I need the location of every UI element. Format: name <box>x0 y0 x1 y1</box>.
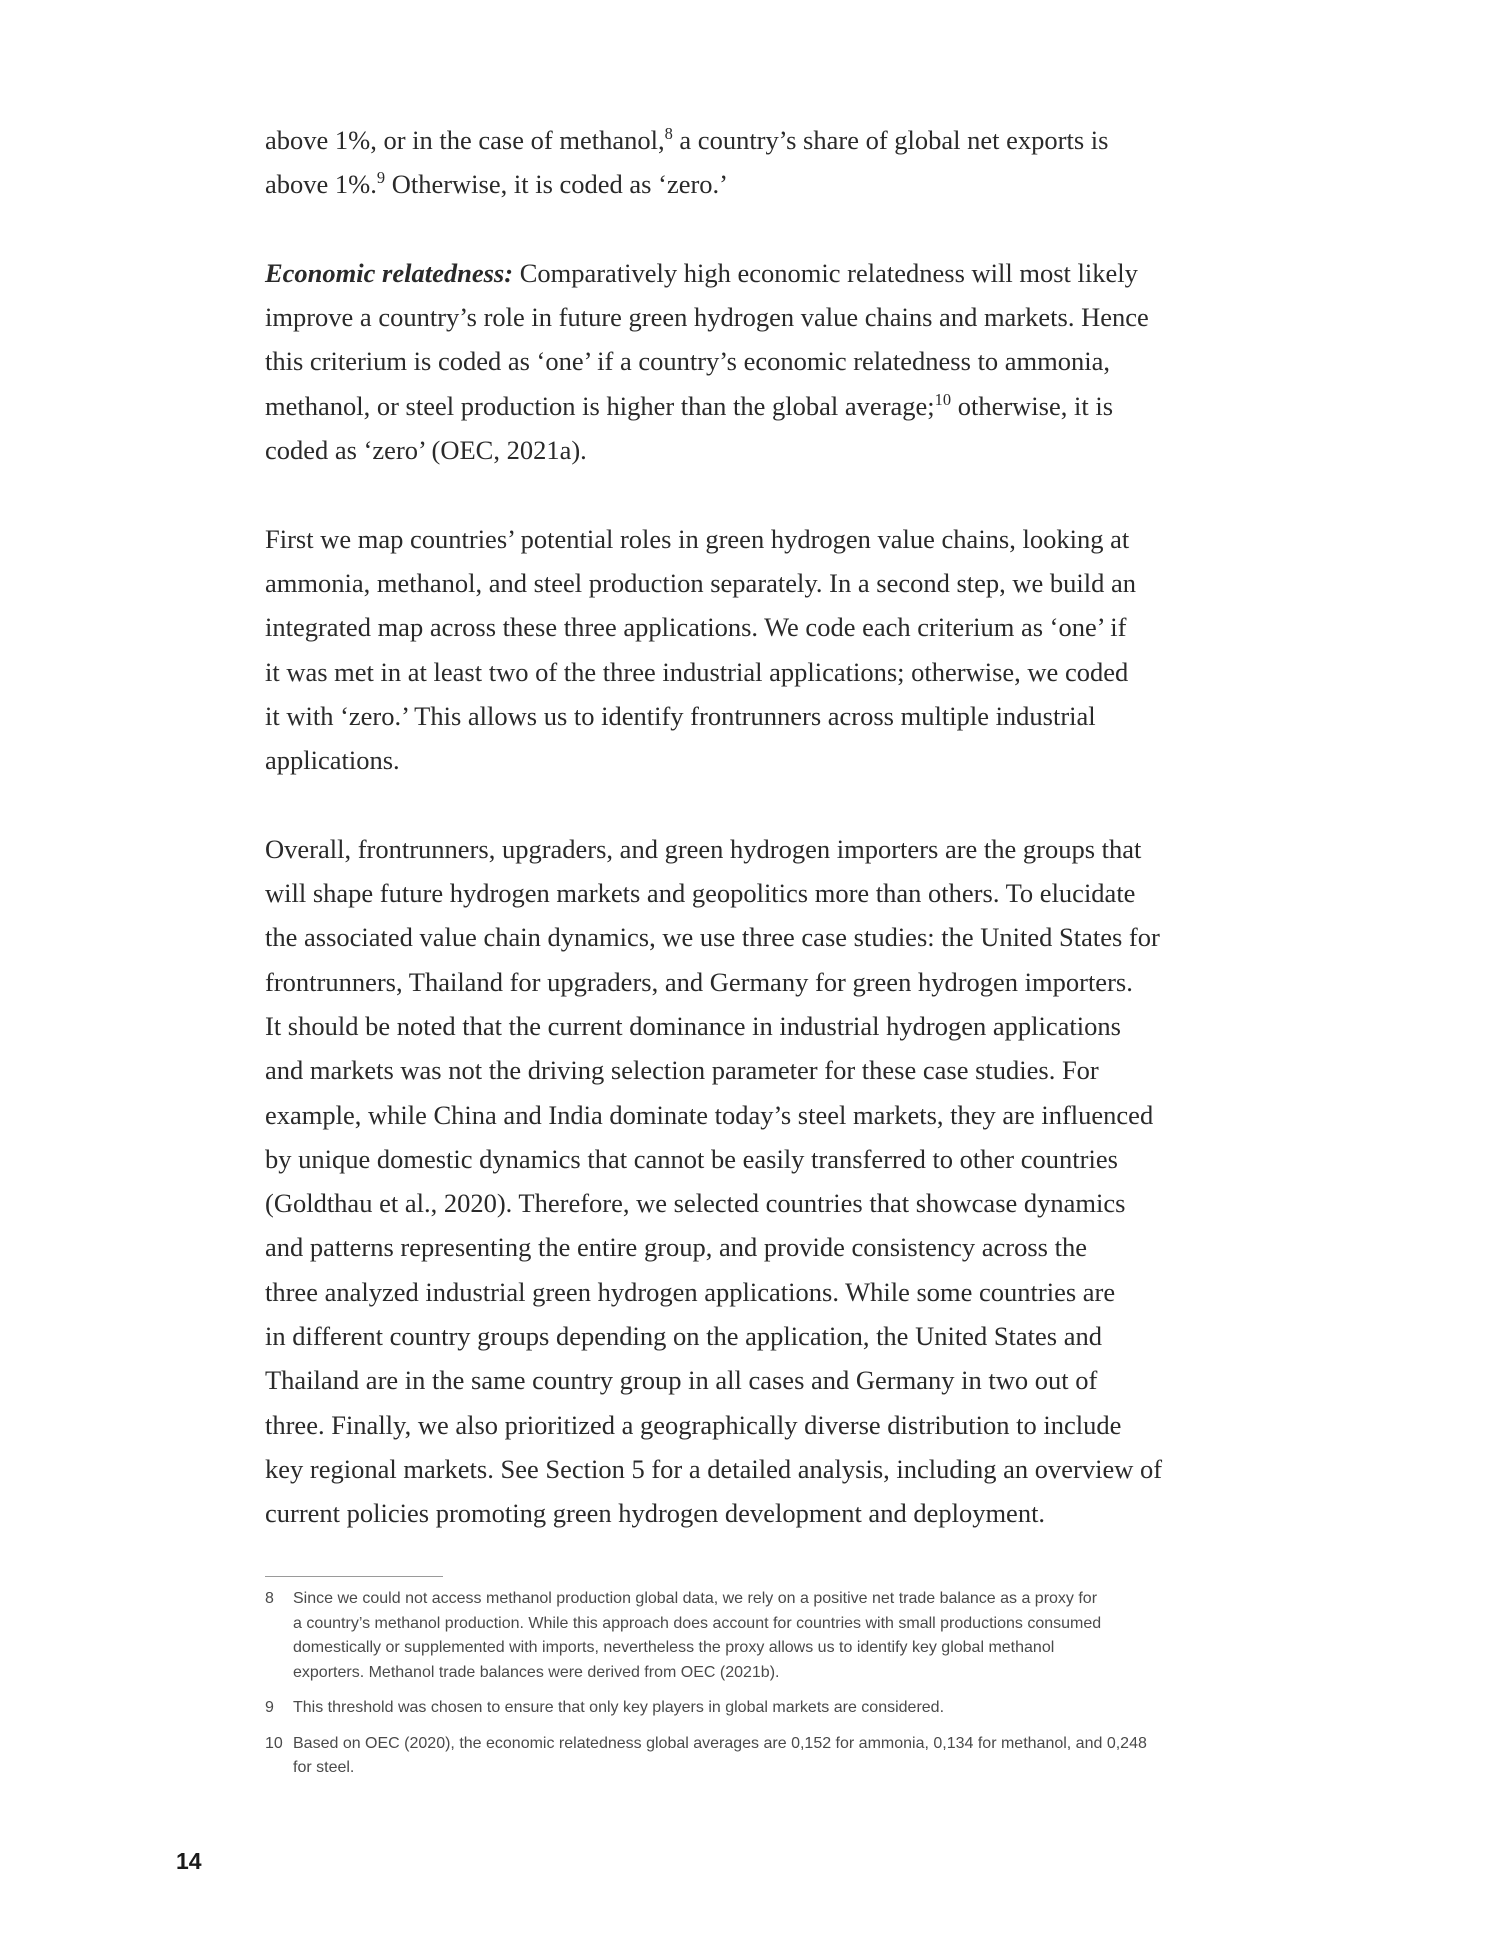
footnote-line: Based on OEC (2020), the economic relatedness global averages are 0,152 for ammonia, 0,134 for methanol, and 0,248 <box>293 1734 1147 1752</box>
page-number: 14 <box>176 1848 202 1874</box>
text-line: it with ‘zero.’ This allows us to identify frontrunners across multiple industrial <box>265 700 1096 731</box>
text-line: First we map countries’ potential roles in green hydrogen value chains, looking at <box>265 523 1130 554</box>
text-line: ammonia, methanol, and steel production separately. In a second step, we build an <box>265 567 1137 598</box>
text-line: It should be noted that the current dominance in industrial hydrogen applications <box>265 1010 1121 1041</box>
footnote-number: 8 <box>265 1590 274 1607</box>
paragraph-case-studies <box>265 827 1250 1536</box>
footnote-line: exporters. Methanol trade balances were derived from OEC (2021b). <box>293 1663 780 1681</box>
footnote-text <box>293 1732 1265 1781</box>
footnote-line: for steel. <box>293 1759 355 1776</box>
text-line: Overall, frontrunners, upgraders, and green hydrogen importers are the groups that <box>265 833 1142 864</box>
paragraph-economic-relatedness <box>265 251 1250 472</box>
text-line: three. Finally, we also prioritized a geographically diverse distribution to include <box>265 1409 1122 1440</box>
text-line: and patterns representing the entire group, and provide consistency across the <box>265 1232 1087 1263</box>
text-line: example, while China and India dominate today’s steel markets, they are influenced <box>265 1099 1154 1130</box>
footnote-ref-8[interactable]: 8 <box>664 123 673 143</box>
text-line: in different country groups depending on the application, the United States and <box>265 1321 1103 1352</box>
footnote-ref-9[interactable]: 9 <box>376 168 386 188</box>
text-line: the associated value chain dynamics, we use three case studies: the United States for <box>265 922 1160 953</box>
text-line: (Goldthau et al., 2020). Therefore, we selected countries that showcase dynamics <box>265 1188 1126 1219</box>
text-line: methanol, or steel production is higher than the global average;$^{10}$ otherwise, it is <box>265 389 1114 421</box>
footnote-line: Since we could not access methanol production global data, we rely on a positive net trade balance as a proxy for <box>293 1590 1098 1607</box>
footnote-line: domestically or supplemented with imports, nevertheless the proxy allows us to identify key global methanol <box>293 1639 1055 1656</box>
footnote-9 <box>265 1696 1265 1721</box>
text-line: will shape future hydrogen markets and geopolitics more than others. To elucidate <box>265 878 1136 909</box>
footnote-text <box>293 1696 1265 1721</box>
text-line: above 1%.$^9$ Otherwise, it is coded as ‘zero.’ <box>265 168 728 200</box>
footnote-line: a country’s methanol production. While this approach does account for countries with small productions consumed <box>293 1614 1102 1632</box>
footnotes <box>265 1587 1265 1792</box>
footnote-number: 10 <box>265 1734 283 1752</box>
text-line: three analyzed industrial green hydrogen applications. While some countries are <box>265 1276 1116 1307</box>
text-line: and markets was not the driving selection parameter for these case studies. For <box>265 1055 1099 1086</box>
body-text <box>265 118 1250 1536</box>
text-line: coded as ‘zero’ (OEC, 2021a). <box>265 435 587 466</box>
text-line: by unique domestic dynamics that cannot be easily transferred to other countries <box>265 1143 1118 1174</box>
text-line: integrated map across these three applications. We code each criterium as ‘one’ if <box>265 612 1127 643</box>
footnote-ref-10[interactable]: 10 <box>934 389 952 409</box>
text-line: it was met in at least two of the three industrial applications; otherwise, we coded <box>265 656 1129 687</box>
paragraph-mapping-method <box>265 517 1250 783</box>
footnote-text <box>293 1587 1265 1685</box>
text-line: Economic relatedness: Comparatively high economic relatedness will most likely <box>265 257 1138 288</box>
footnote-number: 9 <box>265 1699 274 1716</box>
footnote-10 <box>265 1732 1265 1781</box>
text-line: applications. <box>265 745 400 776</box>
paragraph-criteria-continuation <box>265 118 1250 207</box>
text-line: frontrunners, Thailand for upgraders, and Germany for green hydrogen importers. <box>265 966 1133 997</box>
footnote-divider <box>265 1576 443 1577</box>
footnote-8 <box>265 1587 1265 1685</box>
text-line: improve a country’s role in future green hydrogen value chains and markets. Hence <box>265 302 1149 333</box>
text-line: above 1%, or in the case of methanol,$^8$ a country’s share of global net exports is <box>265 123 1109 155</box>
text-line: this criterium is coded as ‘one’ if a country’s economic relatedness to ammonia, <box>265 346 1111 377</box>
text-line: key regional markets. See Section 5 for a detailed analysis, including an overview of <box>265 1453 1163 1484</box>
text-line: current policies promoting green hydrogen development and deployment. <box>265 1498 1046 1529</box>
paragraph-lead-heading: Economic relatedness: <box>265 257 514 288</box>
footnote-line: This threshold was chosen to ensure that only key players in global markets are considered. <box>293 1699 945 1716</box>
text-line: Thailand are in the same country group in all cases and Germany in two out of <box>265 1365 1098 1396</box>
